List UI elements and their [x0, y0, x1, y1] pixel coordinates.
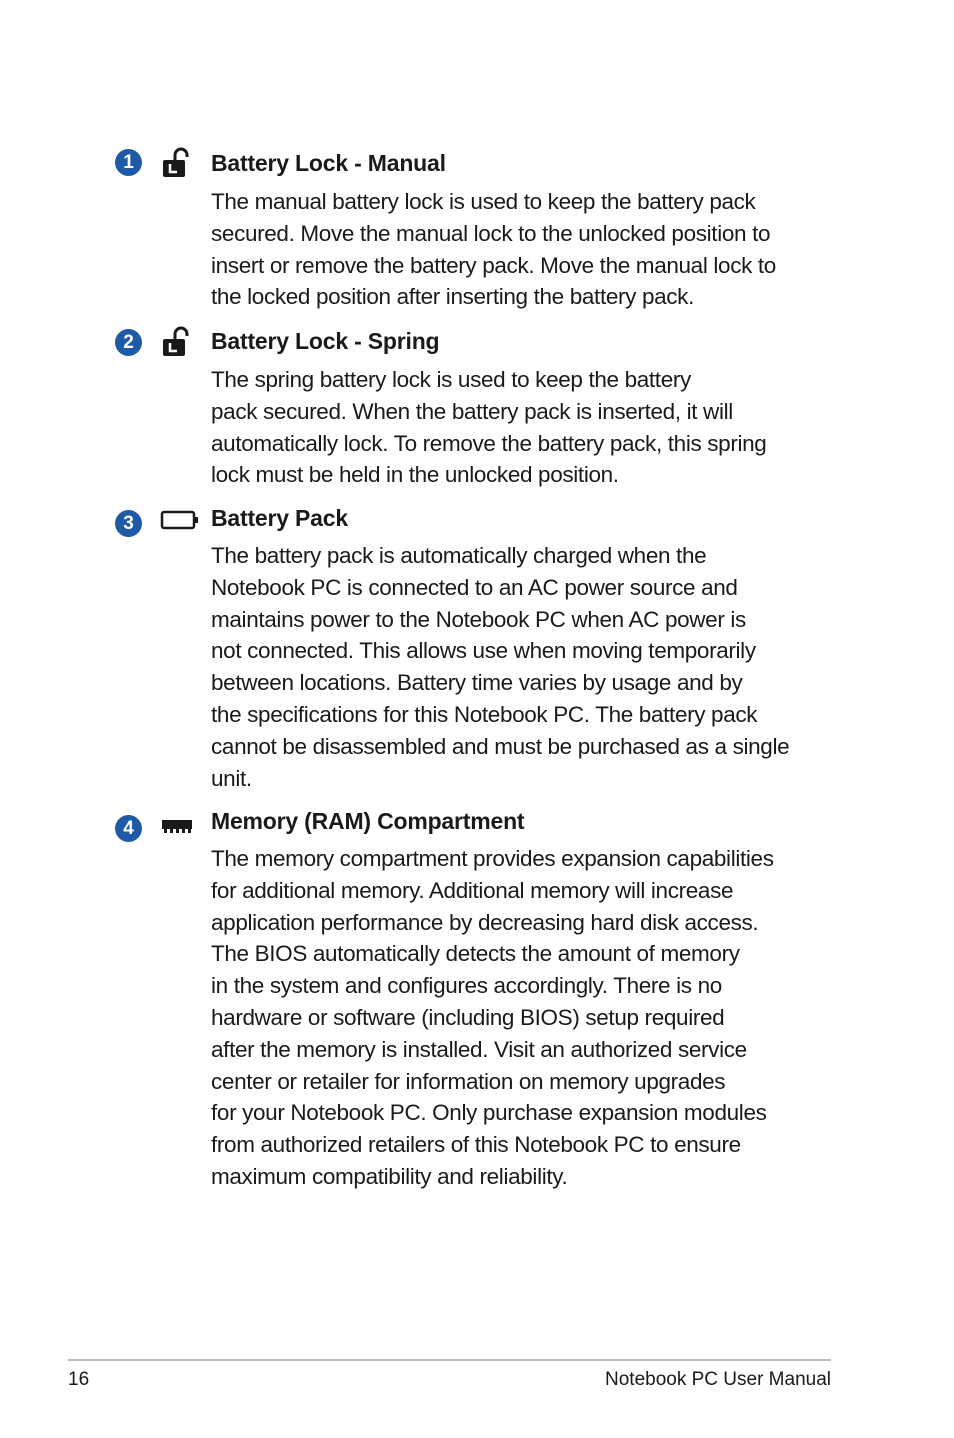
item-number-badge: 2: [115, 329, 142, 356]
section-body: The spring battery lock is used to keep the battery pack secured. When the battery pack is inserted, it will automatically lock. To remove the battery pack, this spring lock must be held in the unlocked position.: [211, 367, 767, 488]
section-body: The battery pack is automatically charged when the Notebook PC is connected to an AC power source and maintains power to the Notebook PC when AC power is not connected. This allows use when moving temporarily between locations. Battery time varies by usage and by the specifications for this Notebook PC. The battery pack cannot be disassembled and must be purchased as a single unit.: [211, 543, 790, 791]
section-title: Memory (RAM) Compartment: [211, 808, 525, 834]
battery-icon: [160, 509, 200, 531]
section-title: Battery Pack: [211, 505, 348, 531]
item-number-badge: 3: [115, 510, 142, 537]
padlock-open-icon: [160, 326, 192, 358]
section-title: Battery Lock - Manual: [211, 150, 446, 176]
footer-divider: [68, 1359, 831, 1361]
memory-module-icon: [160, 817, 196, 837]
item-number-badge: 1: [115, 149, 142, 176]
page-number: 16: [68, 1369, 90, 1390]
manual-title: Notebook PC User Manual: [605, 1369, 831, 1390]
item-number-badge: 4: [115, 815, 142, 842]
section-body: The memory compartment provides expansion capabilities for additional memory. Additional memory will increase application performance by decreasing hard disk access. The BIOS automatically detects the amount of memory in the system and configures accordingly. There is no hardware or software (including BIOS) setup required after the memory is installed. Visit an authorized service center or retailer for information on memory upgrades for your Notebook PC. Only purchase expansion modules from authorized retailers of this Notebook PC to ensure maximum compatibility and reliability.: [211, 846, 774, 1189]
padlock-open-icon: [160, 147, 192, 179]
section-body: The manual battery lock is used to keep the battery pack secured. Move the manual lock to the unlocked position to insert or remove the battery pack. Move the manual lock to the locked position after inserting the battery pack.: [211, 189, 776, 310]
section-title: Battery Lock - Spring: [211, 328, 440, 354]
